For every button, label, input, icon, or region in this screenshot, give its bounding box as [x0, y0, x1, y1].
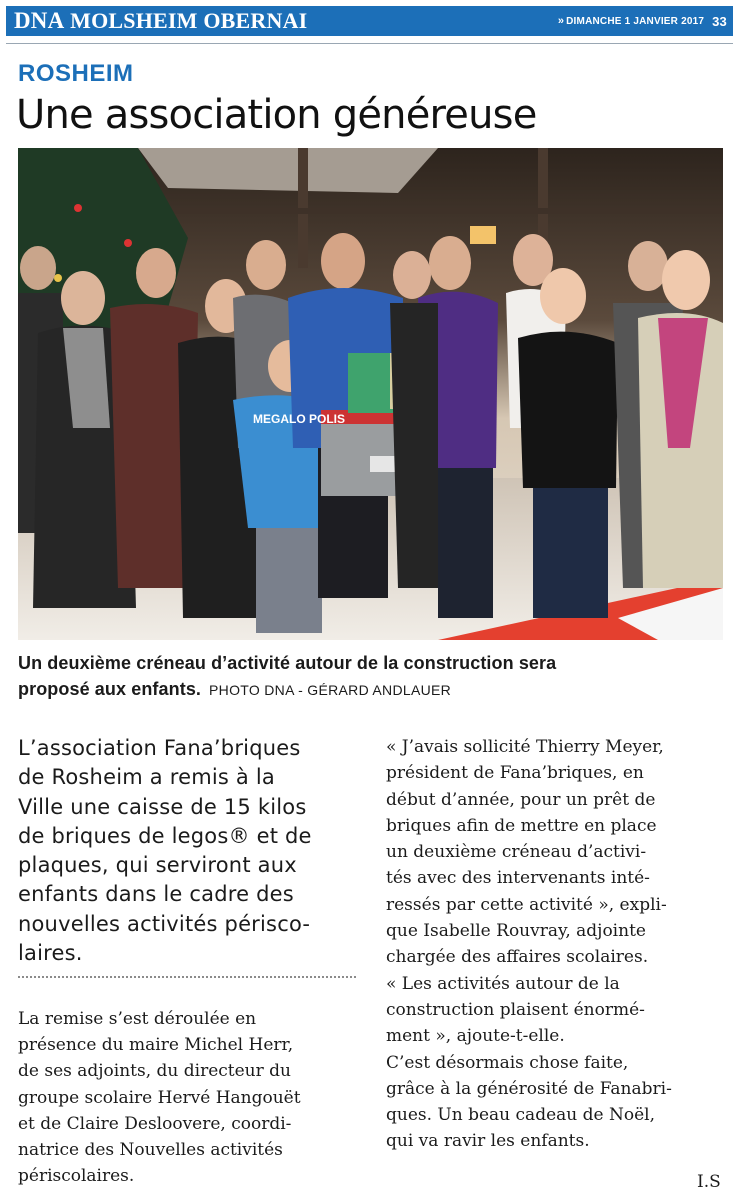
lead-line: de briques de legos® et de: [18, 823, 312, 848]
body-line: ques. Un beau cadeau de Noël,: [386, 1105, 655, 1126]
article-kicker: ROSHEIM: [18, 60, 134, 87]
issue-date: DIMANCHE 1 JANVIER 2017: [566, 15, 705, 27]
body-line: ment », ajoute-t-elle.: [386, 1026, 565, 1047]
chevron-right-icon: »: [557, 15, 565, 27]
lead-line: nouvelles activités périsco-: [18, 911, 311, 936]
newspaper-brand: [6, 8, 307, 34]
article-lead: [18, 734, 358, 968]
body-line: chargée des affaires scolaires.: [386, 947, 649, 968]
brand-prefix: DNA: [14, 8, 65, 33]
body-line: natrice des Nouvelles activités: [18, 1140, 283, 1161]
lead-line: plaques, qui serviront aux: [18, 853, 297, 878]
photo-credit: PHOTO DNA - GÉRARD ANDLAUER: [209, 682, 452, 698]
body-line: La remise s’est déroulée en: [18, 1009, 257, 1029]
body-line: périscolaires.: [18, 1166, 135, 1187]
lead-line: laires.: [18, 941, 83, 966]
body-line: qui va ravir les enfants.: [386, 1131, 590, 1152]
body-line: groupe scolaire Hervé Hangouët: [18, 1087, 301, 1108]
body-line: de ses adjoints, du directeur du: [18, 1061, 291, 1082]
body-line: briques afin de mettre en place: [386, 815, 657, 836]
body-line: « Les activités autour de la: [386, 973, 620, 994]
body-line: tés avec des intervenants inté-: [386, 868, 650, 889]
masthead: [6, 6, 733, 36]
article-body-right: [386, 734, 731, 1155]
dateline: [558, 14, 733, 29]
caption-line: Un deuxième créneau d’activité autour de la construction sera: [18, 653, 557, 673]
body-line: ressés par cette activité », expli-: [386, 894, 667, 915]
lead-line: de Rosheim a remis à la: [18, 765, 275, 790]
article-headline: Une association généreuse: [16, 92, 537, 138]
caption-line: proposé aux enfants.: [18, 679, 202, 699]
article-photo: [18, 148, 723, 640]
brand-suffix: MOLSHEIM OBERNAI: [70, 8, 308, 33]
body-line: présence du maire Michel Herr,: [18, 1035, 294, 1056]
page-number: 33: [712, 13, 727, 29]
article-body-left: [18, 1006, 358, 1189]
shirt-print: MEGALO POLIS: [253, 412, 346, 426]
body-line: C’est désormais chose faite,: [386, 1052, 629, 1073]
body-line: un deuxième créneau d’activi-: [386, 842, 647, 863]
body-line: que Isabelle Rouvray, adjointe: [386, 921, 646, 942]
section-divider: [18, 976, 356, 978]
group-photo-icon: [18, 148, 723, 640]
header-divider: [6, 43, 733, 44]
lead-line: L’association Fana’briques: [18, 736, 301, 760]
body-line: construction plaisent énormé-: [386, 999, 645, 1020]
author-signature: I.S: [697, 1172, 721, 1192]
body-line: grâce à la générosité de Fanabri-: [386, 1078, 672, 1099]
lead-line: Ville une caisse de 15 kilos: [18, 794, 307, 819]
lead-line: enfants dans le cadre des: [18, 882, 294, 907]
photo-caption: [18, 650, 723, 703]
body-line: début d’année, pour un prêt de: [386, 789, 656, 810]
body-line: « J’avais sollicité Thierry Meyer,: [386, 737, 664, 757]
body-line: président de Fana’briques, en: [386, 763, 644, 784]
body-line: et de Claire Desloovere, coordi-: [18, 1113, 292, 1134]
